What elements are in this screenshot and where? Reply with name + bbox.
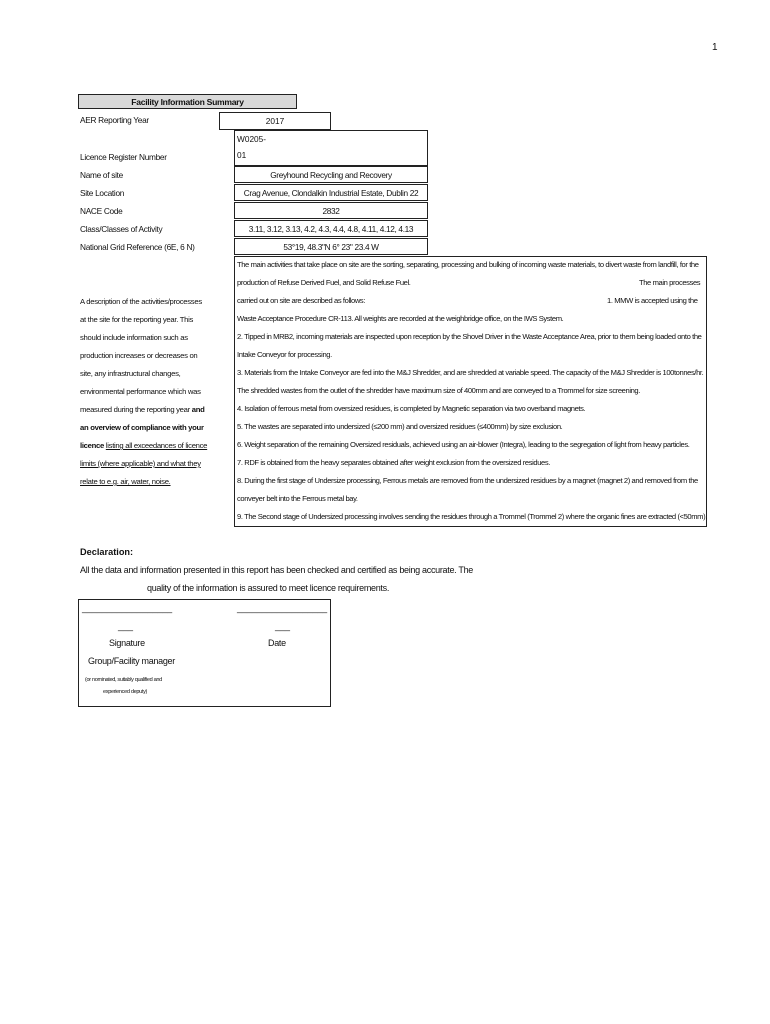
declaration-text: quality of the information is assured to meet licence requirements. [147, 583, 390, 593]
description-emphasis: licence [80, 441, 104, 450]
label-site-name: Name of site [80, 170, 123, 180]
signature-line: __________________ [82, 603, 173, 613]
description-line [80, 405, 205, 414]
deputy-note: experienced deputy) [103, 689, 148, 695]
label-aer-year: AER Reporting Year [80, 115, 149, 125]
activities-line: The main activities that take place on site are the sorting, separating, processing and bulking of incoming waste materials, to divert waste from landfill, for the [237, 260, 699, 269]
value-nace: 2832 [234, 202, 428, 219]
description-line: production increases or decreases on [80, 351, 198, 360]
value-grid-reference: 53°19, 48.3"N 6° 23" 23.4 W [234, 238, 428, 255]
activities-line: 1. MMW is accepted using the [607, 296, 698, 305]
description-line: an overview of compliance with your [80, 423, 204, 432]
description-text: measured during the reporting year [80, 405, 190, 414]
label-nace: NACE Code [80, 206, 123, 216]
activities-line: carried out on site are described as follows: [237, 296, 366, 305]
label-classes: Class/Classes of Activity [80, 224, 163, 234]
activities-line: Intake Conveyor for processing. [237, 350, 332, 359]
description-line: site, any infrastructural changes, [80, 369, 181, 378]
date-line: __________________ [237, 603, 328, 613]
activities-line: The main processes [639, 278, 701, 287]
activities-line: 3. Materials from the Intake Conveyor are fed into the M&J Shredder, and are shredded at variable speed. The capacity of the M&J Shredder is 100tonnes/hr. [237, 368, 704, 377]
licence-line-1: W0205- [237, 134, 267, 144]
signature-line-tail: ___ [118, 621, 134, 631]
activities-line: 8. During the first stage of Undersize processing, Ferrous metals are removed from the undersized residues by a magnet (magnet 2) and removed from the [237, 476, 698, 485]
activities-line: The shredded wastes from the outlet of the shredder have maximum size of 400mm and are conveyed to a Trommel for size screening. [237, 386, 640, 395]
declaration-text: All the data and information presented in this report has been checked and certified as being accurate. The [80, 565, 474, 575]
description-line: limits (where applicable) and what they [80, 459, 201, 468]
description-line: A description of the activities/processes [80, 297, 202, 306]
declaration-title: Declaration: [80, 547, 134, 557]
page-number: 1 [712, 42, 718, 53]
activities-line: 6. Weight separation of the remaining Oversized residuals, achieved using an air-blower (Integra), leading to the segregation of light from heavy particles. [237, 440, 690, 449]
description-line: at the site for the reporting year. This [80, 315, 194, 324]
description-line: environmental performance which was [80, 387, 201, 396]
date-label: Date [268, 638, 286, 648]
activities-line: 2. Tipped in MRB2, incoming materials are inspected upon reception by the Shovel Driver in the Waste Acceptance Area, prior to them being loaded onto the [237, 332, 702, 341]
description-emphasis: and [191, 405, 205, 414]
deputy-note: (or nominated, suitably qualified and [85, 677, 162, 683]
manager-label: Group/Facility manager [88, 656, 175, 666]
label-grid-reference: National Grid Reference (6E, 6 N) [80, 242, 195, 252]
value-licence [234, 130, 428, 166]
licence-line-2: 01 [237, 150, 247, 160]
value-site-name: Greyhound Recycling and Recovery [234, 166, 428, 183]
description-line [80, 441, 207, 450]
signature-label: Signature [109, 638, 145, 648]
summary-title: Facility Information Summary [78, 94, 297, 109]
activities-line: 7. RDF is obtained from the heavy separates obtained after weight exclusion from the oversized residues. [237, 458, 550, 467]
value-site-location: Crag Avenue, Clondalkin Industrial Estate, Dublin 22 [234, 184, 428, 201]
date-line-tail: ___ [275, 621, 291, 631]
value-aer-year: 2017 [219, 112, 331, 130]
description-underlined: listing all exceedances of licence [105, 441, 208, 450]
activities-line: production of Refuse Derived Fuel, and Solid Refuse Fuel. [237, 278, 411, 287]
activities-line: conveyer belt into the Ferrous metal bay. [237, 494, 358, 503]
activities-line: 4. Isolation of ferrous metal from oversized residues, is completed by Magnetic separation via two overband magnets. [237, 404, 586, 413]
activities-line: Waste Acceptance Procedure CR-113. All weights are recorded at the weighbridge office, on the IWS System. [237, 314, 564, 323]
value-classes: 3.11, 3.12, 3.13, 4.2, 4.3, 4.4, 4.8, 4.11, 4.12, 4.13 [234, 220, 428, 237]
activities-line: 9. The Second stage of Undersized processing involves sending the residues through a Trommel (Trommel 2) where the organic fines are extracted (<50mm). [237, 512, 707, 521]
activities-line: 5. The wastes are separated into undersized (≤200 mm) and oversized residues (≤400mm) by size exclusion. [237, 422, 563, 431]
description-line: should include information such as [80, 333, 188, 342]
label-site-location: Site Location [80, 188, 125, 198]
label-licence: Licence Register Number [80, 152, 167, 162]
description-line: relate to e.g. air, water, noise. [80, 477, 171, 486]
